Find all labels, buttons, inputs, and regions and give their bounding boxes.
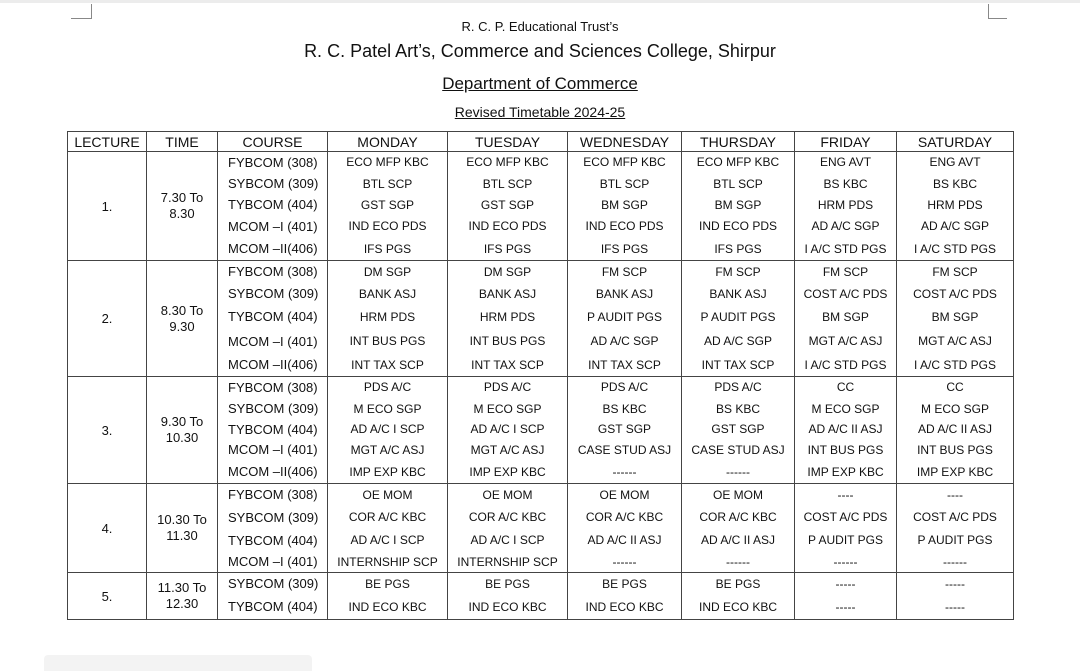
lecture-number: 5. — [68, 573, 147, 620]
schedule-cell-friday: BS KBC — [795, 173, 897, 195]
schedule-cell-wednesday: AD A/C SGP — [568, 329, 682, 354]
schedule-cell-saturday: HRM PDS — [897, 195, 1014, 215]
course-name: MCOM –I (401) — [218, 215, 328, 238]
table-row — [68, 152, 1014, 173]
column-header-thursday: THURSDAY — [682, 132, 795, 152]
schedule-cell-wednesday: INT TAX SCP — [568, 354, 682, 377]
schedule-cell-monday: BANK ASJ — [328, 283, 448, 305]
schedule-cell-friday: COST A/C PDS — [795, 506, 897, 529]
schedule-cell-monday: DM SGP — [328, 261, 448, 283]
table-row — [68, 484, 1014, 506]
schedule-cell-saturday: ------ — [897, 552, 1014, 573]
course-name: MCOM –II(406) — [218, 354, 328, 377]
column-header-time: TIME — [147, 132, 218, 152]
time-start: 8.30 To — [160, 302, 204, 318]
schedule-cell-thursday: OE MOM — [682, 484, 795, 506]
schedule-cell-monday: MGT A/C ASJ — [328, 439, 448, 461]
schedule-cell-friday: AD A/C SGP — [795, 215, 897, 238]
course-name: MCOM –II(406) — [218, 461, 328, 484]
schedule-cell-thursday: CASE STUD ASJ — [682, 439, 795, 461]
schedule-cell-tuesday: PDS A/C — [448, 377, 568, 398]
schedule-cell-saturday: COST A/C PDS — [897, 506, 1014, 529]
schedule-cell-saturday: I A/C STD PGS — [897, 354, 1014, 377]
schedule-cell-monday: AD A/C I SCP — [328, 420, 448, 439]
header-row — [68, 132, 1014, 152]
course-name: SYBCOM (309) — [218, 573, 328, 595]
schedule-cell-friday: COST A/C PDS — [795, 283, 897, 305]
schedule-cell-thursday: AD A/C SGP — [682, 329, 795, 354]
schedule-cell-friday: ENG AVT — [795, 152, 897, 173]
schedule-cell-saturday: ----- — [897, 573, 1014, 595]
schedule-cell-friday: FM SCP — [795, 261, 897, 283]
schedule-cell-tuesday: IND ECO KBC — [448, 595, 568, 620]
schedule-cell-monday: OE MOM — [328, 484, 448, 506]
schedule-cell-thursday: AD A/C II ASJ — [682, 529, 795, 552]
schedule-cell-tuesday: M ECO SGP — [448, 398, 568, 420]
column-header-saturday: SATURDAY — [897, 132, 1014, 152]
lecture-number: 4. — [68, 484, 147, 573]
time-start: 7.30 To — [160, 190, 204, 205]
schedule-cell-tuesday: ECO MFP KBC — [448, 152, 568, 173]
schedule-cell-monday: IND ECO KBC — [328, 595, 448, 620]
schedule-cell-tuesday: AD A/C I SCP — [448, 529, 568, 552]
table-row — [68, 573, 1014, 595]
course-name: SYBCOM (309) — [218, 283, 328, 305]
schedule-cell-thursday: PDS A/C — [682, 377, 795, 398]
schedule-cell-friday: AD A/C II ASJ — [795, 420, 897, 439]
schedule-cell-wednesday: FM SCP — [568, 261, 682, 283]
schedule-cell-friday: INT BUS PGS — [795, 439, 897, 461]
schedule-cell-monday: IMP EXP KBC — [328, 461, 448, 484]
schedule-cell-friday: MGT A/C ASJ — [795, 329, 897, 354]
lecture-time — [147, 573, 218, 620]
course-name: FYBCOM (308) — [218, 261, 328, 283]
schedule-cell-friday: P AUDIT PGS — [795, 529, 897, 552]
schedule-cell-friday: HRM PDS — [795, 195, 897, 215]
schedule-cell-saturday: FM SCP — [897, 261, 1014, 283]
course-name: SYBCOM (309) — [218, 398, 328, 420]
course-name: FYBCOM (308) — [218, 484, 328, 506]
schedule-cell-monday: BE PGS — [328, 573, 448, 595]
schedule-cell-monday: IND ECO PDS — [328, 215, 448, 238]
schedule-cell-monday: BTL SCP — [328, 173, 448, 195]
time-end: 12.30 — [165, 596, 199, 611]
time-end: 10.30 — [165, 430, 199, 445]
column-header-tuesday: TUESDAY — [448, 132, 568, 152]
schedule-cell-monday: GST SGP — [328, 195, 448, 215]
schedule-cell-saturday: CC — [897, 377, 1014, 398]
course-name: FYBCOM (308) — [218, 377, 328, 398]
timetable-body — [68, 152, 1014, 620]
schedule-cell-wednesday: BM SGP — [568, 195, 682, 215]
schedule-cell-wednesday: COR A/C KBC — [568, 506, 682, 529]
course-name: SYBCOM (309) — [218, 506, 328, 529]
schedule-cell-thursday: BM SGP — [682, 195, 795, 215]
schedule-cell-friday: BM SGP — [795, 305, 897, 329]
time-end: 9.30 — [169, 318, 195, 334]
schedule-cell-wednesday: ECO MFP KBC — [568, 152, 682, 173]
schedule-cell-tuesday: OE MOM — [448, 484, 568, 506]
schedule-cell-thursday: ------ — [682, 552, 795, 573]
column-header-monday: MONDAY — [328, 132, 448, 152]
schedule-cell-thursday: P AUDIT PGS — [682, 305, 795, 329]
schedule-cell-saturday: IMP EXP KBC — [897, 461, 1014, 484]
schedule-cell-wednesday: IND ECO PDS — [568, 215, 682, 238]
schedule-cell-tuesday: INT BUS PGS — [448, 329, 568, 354]
schedule-cell-saturday: BS KBC — [897, 173, 1014, 195]
schedule-cell-tuesday: GST SGP — [448, 195, 568, 215]
crop-mark-top-right — [988, 4, 1007, 19]
schedule-cell-monday: HRM PDS — [328, 305, 448, 329]
schedule-cell-wednesday: P AUDIT PGS — [568, 305, 682, 329]
course-name: MCOM –II(406) — [218, 238, 328, 261]
timetable — [67, 131, 1014, 620]
schedule-cell-wednesday: BE PGS — [568, 573, 682, 595]
course-name: TYBCOM (404) — [218, 305, 328, 329]
table-row — [68, 261, 1014, 283]
schedule-cell-friday: ----- — [795, 595, 897, 620]
schedule-cell-wednesday: BANK ASJ — [568, 283, 682, 305]
schedule-cell-friday: ---- — [795, 484, 897, 506]
top-edge — [0, 0, 1080, 3]
course-name: TYBCOM (404) — [218, 595, 328, 620]
schedule-cell-friday: IMP EXP KBC — [795, 461, 897, 484]
course-name: MCOM –I (401) — [218, 329, 328, 354]
schedule-cell-saturday: COST A/C PDS — [897, 283, 1014, 305]
lecture-time — [147, 261, 218, 377]
lecture-time — [147, 484, 218, 573]
schedule-cell-tuesday: BANK ASJ — [448, 283, 568, 305]
schedule-cell-thursday: IFS PGS — [682, 238, 795, 261]
course-name: MCOM –I (401) — [218, 552, 328, 573]
column-header-lecture: LECTURE — [68, 132, 147, 152]
schedule-cell-thursday: IND ECO PDS — [682, 215, 795, 238]
schedule-cell-saturday: AD A/C II ASJ — [897, 420, 1014, 439]
schedule-cell-tuesday: HRM PDS — [448, 305, 568, 329]
schedule-cell-tuesday: BTL SCP — [448, 173, 568, 195]
schedule-cell-wednesday: OE MOM — [568, 484, 682, 506]
lecture-time — [147, 377, 218, 484]
lecture-number: 1. — [68, 152, 147, 261]
course-name: SYBCOM (309) — [218, 173, 328, 195]
schedule-cell-friday: CC — [795, 377, 897, 398]
schedule-cell-tuesday: COR A/C KBC — [448, 506, 568, 529]
schedule-cell-thursday: BTL SCP — [682, 173, 795, 195]
time-end: 8.30 — [169, 206, 195, 221]
crop-mark-top-left — [71, 4, 92, 19]
timetable-subtitle: Revised Timetable 2024-25 — [454, 104, 626, 120]
schedule-cell-tuesday: IND ECO PDS — [448, 215, 568, 238]
schedule-cell-saturday: AD A/C SGP — [897, 215, 1014, 238]
time-start: 11.30 To — [157, 580, 207, 595]
schedule-cell-monday: IFS PGS — [328, 238, 448, 261]
schedule-cell-wednesday: BS KBC — [568, 398, 682, 420]
schedule-cell-wednesday: AD A/C II ASJ — [568, 529, 682, 552]
schedule-cell-saturday: INT BUS PGS — [897, 439, 1014, 461]
time-start: 10.30 To — [157, 512, 207, 527]
lecture-number: 2. — [68, 261, 147, 377]
schedule-cell-thursday: ECO MFP KBC — [682, 152, 795, 173]
schedule-cell-thursday: IND ECO KBC — [682, 595, 795, 620]
schedule-cell-saturday: P AUDIT PGS — [897, 529, 1014, 552]
schedule-cell-saturday: BM SGP — [897, 305, 1014, 329]
schedule-cell-saturday: MGT A/C ASJ — [897, 329, 1014, 354]
course-name: TYBCOM (404) — [218, 195, 328, 215]
schedule-cell-wednesday: PDS A/C — [568, 377, 682, 398]
schedule-cell-wednesday: ------ — [568, 552, 682, 573]
course-name: TYBCOM (404) — [218, 529, 328, 552]
schedule-cell-wednesday: IFS PGS — [568, 238, 682, 261]
schedule-cell-thursday: BE PGS — [682, 573, 795, 595]
course-name: TYBCOM (404) — [218, 420, 328, 439]
column-header-friday: FRIDAY — [795, 132, 897, 152]
schedule-cell-thursday: FM SCP — [682, 261, 795, 283]
schedule-cell-wednesday: GST SGP — [568, 420, 682, 439]
schedule-cell-monday: AD A/C I SCP — [328, 529, 448, 552]
schedule-cell-saturday: ----- — [897, 595, 1014, 620]
schedule-cell-wednesday: BTL SCP — [568, 173, 682, 195]
schedule-cell-thursday: INT TAX SCP — [682, 354, 795, 377]
column-header-course: COURSE — [218, 132, 328, 152]
schedule-cell-thursday: BS KBC — [682, 398, 795, 420]
schedule-cell-monday: M ECO SGP — [328, 398, 448, 420]
column-header-wednesday: WEDNESDAY — [568, 132, 682, 152]
course-name: FYBCOM (308) — [218, 152, 328, 173]
schedule-cell-monday: COR A/C KBC — [328, 506, 448, 529]
schedule-cell-thursday: COR A/C KBC — [682, 506, 795, 529]
schedule-cell-tuesday: IFS PGS — [448, 238, 568, 261]
schedule-cell-tuesday: MGT A/C ASJ — [448, 439, 568, 461]
schedule-cell-monday: INT TAX SCP — [328, 354, 448, 377]
schedule-cell-saturday: ---- — [897, 484, 1014, 506]
schedule-cell-monday: PDS A/C — [328, 377, 448, 398]
schedule-cell-friday: ------ — [795, 552, 897, 573]
schedule-cell-friday: M ECO SGP — [795, 398, 897, 420]
trust-name: R. C. P. Educational Trust’s — [461, 19, 619, 34]
schedule-cell-tuesday: INT TAX SCP — [448, 354, 568, 377]
schedule-cell-friday: I A/C STD PGS — [795, 354, 897, 377]
schedule-cell-saturday: I A/C STD PGS — [897, 238, 1014, 261]
course-name: MCOM –I (401) — [218, 439, 328, 461]
lecture-time — [147, 152, 218, 261]
department-title: Department of Commerce — [442, 74, 638, 93]
schedule-cell-friday: I A/C STD PGS — [795, 238, 897, 261]
page-footer-edge — [44, 655, 312, 671]
schedule-cell-tuesday: AD A/C I SCP — [448, 420, 568, 439]
schedule-cell-monday: ECO MFP KBC — [328, 152, 448, 173]
lecture-number: 3. — [68, 377, 147, 484]
schedule-cell-saturday: ENG AVT — [897, 152, 1014, 173]
college-name: R. C. Patel Art’s, Commerce and Sciences College, Shirpur — [304, 41, 776, 61]
schedule-cell-tuesday: BE PGS — [448, 573, 568, 595]
schedule-cell-wednesday: CASE STUD ASJ — [568, 439, 682, 461]
schedule-cell-thursday: BANK ASJ — [682, 283, 795, 305]
schedule-cell-tuesday: DM SGP — [448, 261, 568, 283]
time-start: 9.30 To — [160, 414, 204, 429]
schedule-cell-monday: INTERNSHIP SCP — [328, 552, 448, 573]
schedule-cell-wednesday: ------ — [568, 461, 682, 484]
schedule-cell-thursday: ------ — [682, 461, 795, 484]
schedule-cell-friday: ----- — [795, 573, 897, 595]
schedule-cell-thursday: GST SGP — [682, 420, 795, 439]
schedule-cell-monday: INT BUS PGS — [328, 329, 448, 354]
schedule-cell-saturday: M ECO SGP — [897, 398, 1014, 420]
time-end: 11.30 — [166, 528, 198, 543]
schedule-cell-tuesday: IMP EXP KBC — [448, 461, 568, 484]
table-row — [68, 377, 1014, 398]
schedule-cell-tuesday: INTERNSHIP SCP — [448, 552, 568, 573]
schedule-cell-wednesday: IND ECO KBC — [568, 595, 682, 620]
